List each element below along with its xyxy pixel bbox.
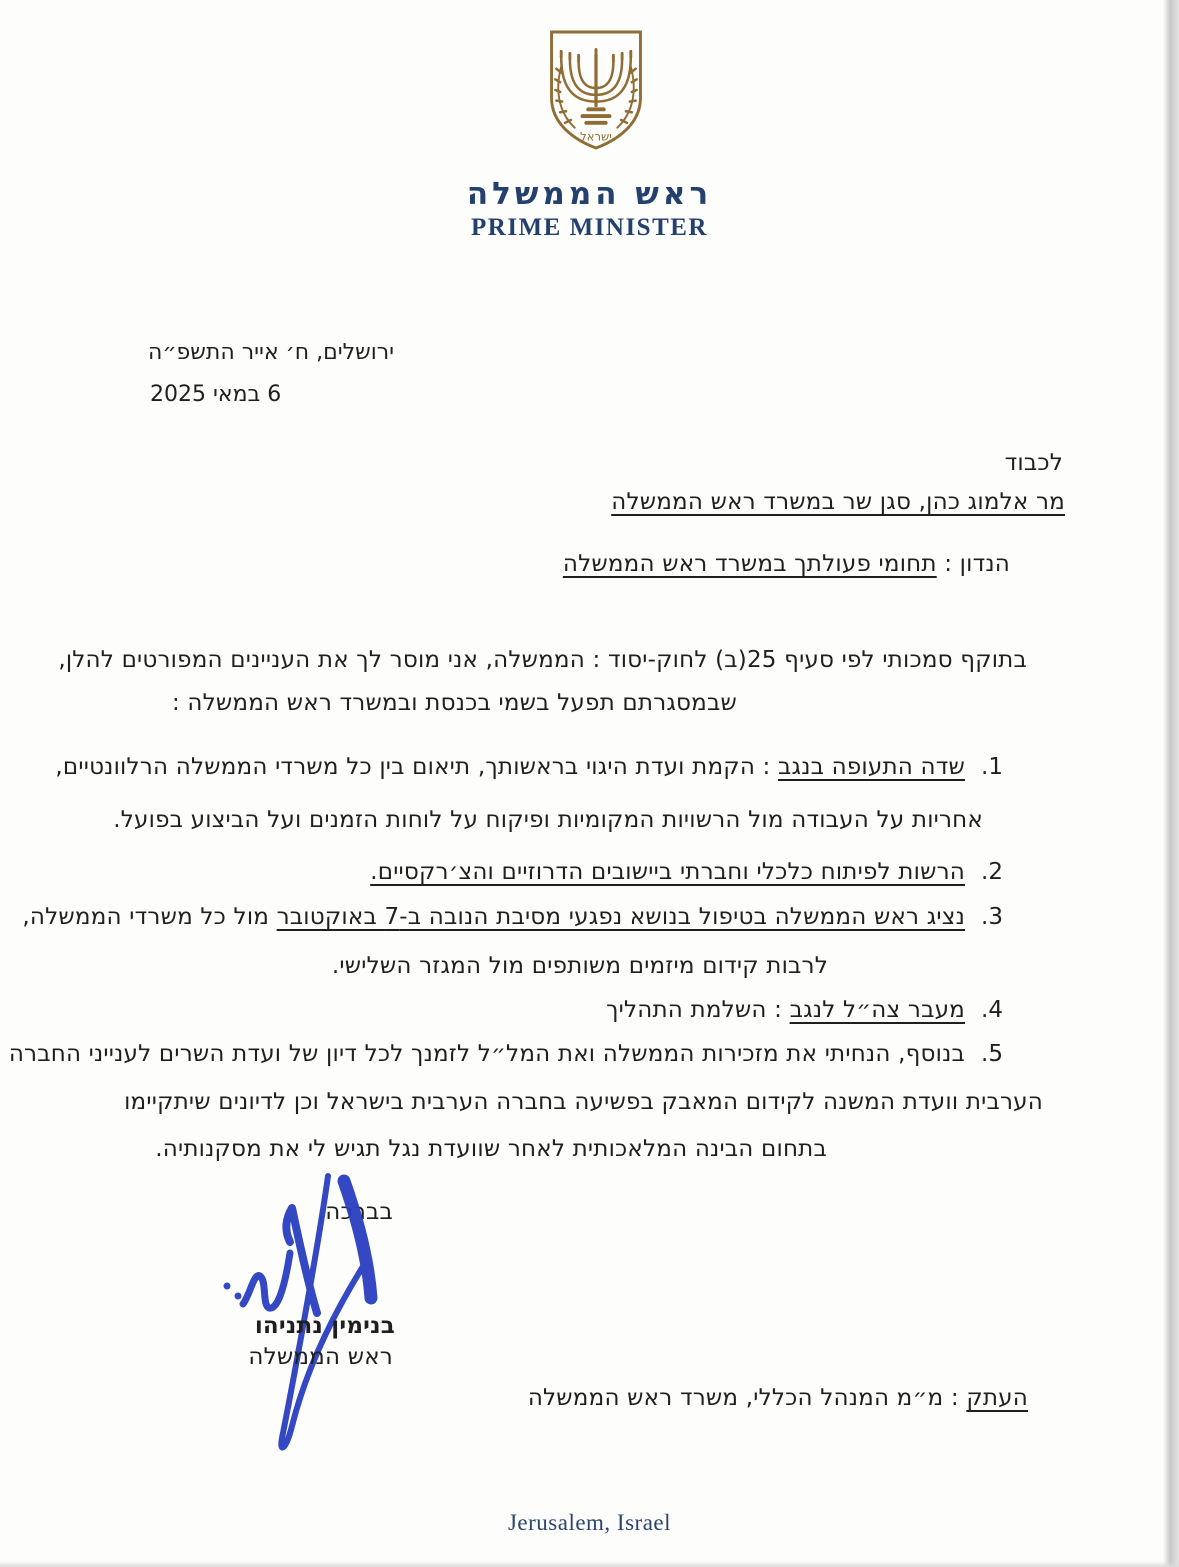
date-hebrew: ירושלים, ח׳ אייר התשפ״ה	[148, 340, 395, 365]
prime-minister-title-english: PRIME MINISTER	[471, 214, 708, 241]
prime-minister-title-hebrew: ראש הממשלה	[466, 176, 713, 212]
list-item-3-cont: לרבות קידום מיזמים משותפים מול המגזר השלישי.	[331, 953, 828, 979]
list-item-2-underlined: הרשות לפיתוח כלכלי וחברתי ביישובים הדרוזיים והצ׳רקסיים.	[370, 859, 965, 885]
copy-label: העתק	[966, 1385, 1028, 1411]
list-item-3-rest: מול כל משרדי הממשלה,	[22, 904, 277, 930]
list-item-4-text	[606, 997, 965, 1023]
list-item-1-rest: : הקמת ועדת היגוי בראשותך, תיאום בין כל משרדי הממשלה הרלוונטיים,	[55, 754, 779, 780]
subject-text: תחומי פעולתך במשרד ראש הממשלה	[562, 551, 937, 577]
list-item-4-rest: : השלמת התהליך	[606, 997, 790, 1023]
intro-line-1: בתוקף סמכותי לפי סעיף 25(ב) לחוק-יסוד : הממשלה, אני מוסר לך את העניינים המפורטים להלן,	[58, 647, 1027, 673]
list-item-2-number: 2.	[981, 859, 1003, 885]
subject-line	[563, 551, 1010, 577]
list-item-3-underlined: נציג ראש הממשלה בטיפול בנושא נפגעי מסיבת הנובה ב-7 באוקטובר	[276, 904, 965, 930]
signatory-name: בנימין נתניהו	[254, 1313, 395, 1339]
scan-edge-bottom	[0, 1561, 1179, 1567]
list-item-3-number: 3.	[981, 904, 1003, 930]
list-item-5-number: 5.	[981, 1041, 1003, 1067]
list-item-1-cont: אחריות על העבודה מול הרשויות המקומיות ופיקוח על לוחות הזמנים ועל הביצוע בפועל.	[113, 807, 983, 833]
list-item-4-number: 4.	[981, 997, 1003, 1023]
list-item-4-underlined: מעבר צה״ל לנגב	[789, 997, 965, 1023]
footer-location: Jerusalem, Israel	[507, 1510, 672, 1535]
salutation: לכבוד	[1004, 450, 1063, 476]
emblem-caption: ישראל	[580, 129, 612, 144]
recipient-name: מר אלמוג כהן, סגן שר במשרד ראש הממשלה	[611, 489, 1065, 515]
scan-edge-right	[1163, 0, 1179, 1567]
list-item-3-text	[22, 904, 965, 930]
list-item-1-text	[55, 754, 965, 780]
israel-state-emblem-icon	[538, 26, 654, 154]
list-item-1-number: 1.	[981, 754, 1003, 780]
copy-rest: : מ״מ המנהל הכללי, משרד ראש הממשלה	[527, 1385, 967, 1411]
date-gregorian: 6 במאי 2025	[150, 382, 282, 407]
list-item-5-text: בנוסף, הנחיתי את מזכירות הממשלה ואת המל״ל לזמנך לכל דיון של ועדת השרים לענייני החברה	[8, 1041, 965, 1067]
list-item-5-cont-2: בתחום הבינה המלאכותית לאחר שוועדת נגל תגיש לי את מסקנותיה.	[155, 1136, 827, 1162]
list-item-5-cont-1: הערבית וועדת המשנה לקידום המאבק בפשיעה בחברה הערבית בישראל וכן לדיונים שיתקיימו	[124, 1089, 1043, 1115]
copy-line	[528, 1385, 1028, 1411]
subject-label: הנדון :	[936, 551, 1010, 577]
closing-regards: בברכה,	[317, 1199, 393, 1225]
signatory-title: ראש הממשלה	[248, 1344, 393, 1370]
list-item-2-text	[370, 859, 965, 885]
list-item-1-underlined: שדה התעופה בנגב	[778, 754, 965, 780]
intro-line-2: שבמסגרתם תפעל בשמי בכנסת ובמשרד ראש הממשלה :	[171, 690, 737, 716]
